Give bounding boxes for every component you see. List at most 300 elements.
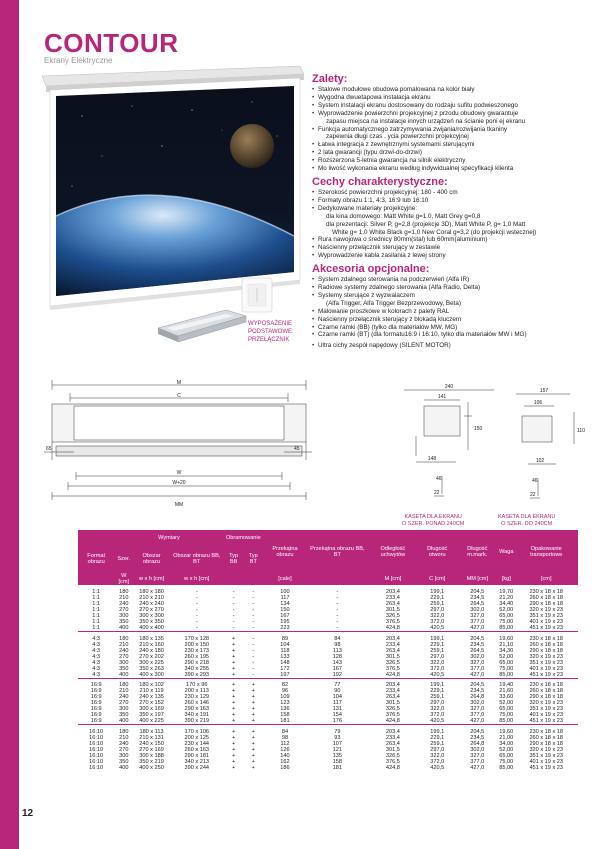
table-cell: 233,4 — [385, 641, 400, 648]
table-cell: 451 x 19 x 23 — [529, 764, 564, 771]
table-cell: 230 x 18 x 18 — [529, 635, 564, 642]
table-cell: 270 x 202 — [139, 653, 164, 660]
table-cell: 1:1 — [92, 601, 101, 607]
table-cell: 233,4 — [385, 734, 400, 741]
table-cell: 4:3 — [92, 641, 101, 648]
table-cell: 302,0 — [470, 700, 485, 706]
th-dlugosc-mmark: Długość m.mark. — [457, 530, 499, 573]
ceiling-bracket-image — [156, 306, 248, 346]
table-cell: 350 x 350 — [139, 619, 164, 625]
table-cell: 117 — [332, 700, 342, 706]
table-cell: 260 x 163 — [184, 746, 210, 753]
table-cell: + — [251, 728, 255, 735]
table-cell: 424,8 — [385, 671, 400, 678]
table-cell: + — [231, 728, 236, 735]
table-cell: 203,4 — [385, 728, 400, 735]
table-cell: 16:9 — [90, 682, 102, 688]
table-cell: + — [231, 752, 236, 759]
table-cell: 200 x 125 — [184, 734, 210, 741]
table-cell: - — [336, 601, 339, 607]
table-cell: 451 x 19 x 23 — [529, 625, 564, 631]
table-cell: 320 x 19 x 23 — [529, 607, 564, 613]
table-cell: 233,4 — [385, 595, 400, 601]
table-cell: + — [251, 706, 255, 712]
table-cell: + — [231, 665, 236, 672]
table-cell: 427,0 — [470, 764, 485, 771]
table-cell: 290 x 218 — [184, 659, 210, 666]
table-cell: - — [252, 653, 255, 660]
table-cell: - — [336, 625, 339, 631]
table-cell: 377,0 — [470, 619, 485, 625]
table-cell: 234,5 — [470, 688, 485, 694]
table-cell: 113 — [332, 647, 342, 654]
feature-item: • Malowanie proszkowe w kolorach z palety RAL — [312, 308, 592, 316]
th-unit: w x h [cm] — [133, 573, 170, 585]
table-cell: 264,8 — [470, 740, 485, 747]
table-cell: 376,5 — [385, 712, 400, 718]
table-cell: 98 — [281, 734, 289, 741]
table-cell: 320 x 19 x 23 — [529, 700, 564, 706]
table-cell: 16:10 — [89, 734, 104, 741]
table-cell: 89 — [281, 635, 289, 642]
table-cell: 427,0 — [470, 718, 485, 724]
dim-w: W — [176, 470, 182, 476]
table-cell: 400 x 225 — [139, 718, 164, 724]
table-cell: 203,4 — [385, 635, 400, 642]
table-cell: 240 — [119, 601, 129, 607]
table-cell: + — [251, 758, 255, 765]
dim-46b: 46 — [532, 478, 538, 484]
table-cell: 260 x 18 x 18 — [529, 734, 564, 741]
table-cell: 372,0 — [430, 712, 445, 718]
th-obszar-bb: Obszar obrazu BB, BT — [170, 545, 224, 573]
table-cell: 19,40 — [499, 682, 514, 688]
table-cell: + — [251, 688, 255, 694]
table-cell: 301,5 — [385, 746, 400, 753]
table-cell: - — [232, 589, 235, 595]
feature-item: • Wyprowadzenie powierzchni projekcyjnej z przodu obudowy gwarantuje — [312, 110, 592, 118]
table-cell: 230 x 18 x 18 — [529, 728, 564, 735]
table-cell: 377,0 — [470, 758, 485, 765]
table-cell: 180 — [119, 589, 129, 595]
table-cell: 21,20 — [499, 595, 514, 601]
table-cell: 199,1 — [430, 589, 445, 595]
table-cell: 259,1 — [430, 647, 445, 654]
table-cell: 16:10 — [89, 746, 104, 753]
side-accent-bar — [0, 0, 19, 849]
table-cell: 350 x 219 — [139, 758, 164, 765]
table-cell: + — [231, 635, 236, 642]
table-cell: + — [251, 734, 255, 741]
table-cell: 204,5 — [470, 589, 485, 595]
feature-item: • Funkcja automatycznego zatrzymywania zwijania/rozwijania tkaniny — [312, 126, 592, 134]
feature-column — [312, 73, 592, 350]
table-row — [78, 765, 578, 771]
table-cell: 351 x 19 x 23 — [529, 752, 564, 759]
table-cell: - — [252, 665, 255, 672]
table-cell: 301,5 — [385, 653, 400, 660]
table-cell: + — [231, 682, 236, 688]
feature-item: • Radiowe systemy zdalnego sterowania (Alfa Radio, Delta) — [312, 284, 592, 292]
table-cell: 320 x 19 x 23 — [529, 653, 564, 660]
table-cell: 16:9 — [90, 706, 102, 712]
table-cell: - — [232, 619, 235, 625]
table-cell: 65,00 — [499, 752, 514, 759]
table-cell: 326,5 — [385, 752, 400, 759]
feature-item: • Czarne ramki (BB) (tylko dla materiałów MW, MG) — [312, 324, 592, 332]
table-cell: 4:3 — [92, 647, 101, 654]
table-cell: 104 — [332, 694, 343, 700]
table-cell: 263,4 — [385, 647, 400, 654]
table-cell: 170 x 128 — [184, 635, 210, 642]
th-unit: MM [cm] — [457, 573, 499, 585]
th-typ-bt: Typ BT — [244, 545, 264, 573]
table-cell: + — [231, 671, 236, 678]
table-cell: 270 — [119, 746, 129, 753]
table-cell: 400 x 300 — [139, 671, 164, 678]
th-dlugosc-otworu: Długość otworu — [418, 530, 457, 573]
table-cell: 200 x 113 — [184, 688, 209, 694]
table-cell: 52,00 — [499, 746, 514, 753]
table-cell: 240 x 150 — [139, 740, 164, 747]
table-cell: 340 x 213 — [184, 758, 210, 765]
table-cell: 400 — [119, 718, 129, 724]
table-cell: 270 — [119, 700, 129, 706]
table-cell: 322,0 — [430, 659, 445, 666]
table-cell: 320 x 19 x 23 — [529, 746, 564, 753]
table-row — [78, 585, 578, 595]
table-cell: 34,40 — [499, 601, 514, 607]
table-cell: 340 x 255 — [184, 665, 210, 672]
table-cell: 16:10 — [89, 758, 104, 765]
table-cell: 240 x 240 — [139, 601, 164, 607]
table-cell: - — [232, 607, 235, 613]
table-cell: 84 — [334, 635, 341, 642]
table-cell: 372,0 — [430, 619, 445, 625]
table-cell: 376,5 — [385, 758, 400, 765]
table-cell: 16:9 — [90, 694, 102, 700]
table-cell: + — [251, 746, 255, 753]
table-cell: 199,1 — [430, 682, 445, 688]
table-cell: 197 — [280, 671, 290, 678]
table-cell: 172 — [280, 665, 290, 672]
table-cell: 128 — [332, 653, 343, 660]
table-cell: + — [251, 764, 255, 771]
table-cell: 263,4 — [385, 740, 400, 747]
table-cell: 229,1 — [430, 595, 445, 601]
table-cell: + — [251, 718, 255, 724]
table-cell: 420,5 — [430, 718, 445, 724]
table-cell: 401 x 19 x 23 — [529, 712, 564, 718]
table-cell: 90 — [334, 688, 341, 694]
table-cell: 240 — [119, 647, 129, 654]
table-cell: 16:9 — [90, 700, 102, 706]
table-cell: 377,0 — [470, 712, 485, 718]
dim-w20: W+20 — [172, 480, 186, 486]
table-cell: 351 x 19 x 23 — [529, 659, 564, 666]
table-cell: 126 — [280, 746, 290, 753]
table-cell: 104 — [280, 641, 290, 648]
table-cell: - — [195, 613, 198, 619]
table-cell: 204,5 — [470, 682, 485, 688]
table-cell: 290 x 181 — [184, 752, 210, 759]
table-cell: 210 x 119 — [139, 688, 164, 694]
feature-item: • System instalacji ekranu dostosowany do rodzaju sufitu podwieszonego — [312, 102, 592, 110]
th-unit: [cm] — [514, 573, 578, 585]
table-cell: 65,00 — [499, 706, 514, 712]
table-cell: 427,0 — [470, 625, 485, 631]
table-cell: 340 x 191 — [184, 712, 210, 718]
table-cell: 240 — [119, 694, 129, 700]
table-cell: 199,1 — [430, 635, 445, 642]
table-cell: 167 — [332, 665, 343, 672]
th-waga: Waga — [498, 530, 514, 573]
th-unit: M [cm] — [368, 573, 418, 585]
th-unit — [307, 573, 368, 585]
table-cell: - — [232, 625, 235, 631]
table-cell: - — [195, 595, 198, 601]
table-cell: 350 — [119, 712, 129, 718]
table-cell: 75,00 — [499, 712, 514, 718]
table-cell: 322,0 — [430, 613, 445, 619]
table-cell: + — [231, 647, 236, 654]
table-cell: 4:3 — [92, 671, 101, 678]
table-cell: 400 x 250 — [139, 764, 164, 771]
th-opakowanie: Opakowanie transportowe — [514, 530, 578, 573]
table-cell: - — [232, 595, 235, 601]
table-cell: 1:1 — [92, 613, 101, 619]
dim-157: 157 — [539, 388, 549, 394]
table-cell: 4:3 — [92, 653, 101, 660]
table-cell: 170 x 106 — [184, 728, 210, 735]
table-cell: 300 — [119, 659, 129, 666]
table-cell: 300 x 169 — [139, 706, 164, 712]
table-cell: 290 x 18 x 18 — [529, 694, 564, 700]
table-cell: 93 — [334, 734, 341, 741]
dim-mm: MM — [174, 502, 184, 508]
table-cell: 118 — [280, 647, 290, 654]
cassette-label-large: KASETA DLA EKRANU O SZER. PONAD 240CM — [402, 514, 465, 527]
spec-table — [78, 530, 578, 771]
table-cell: 326,5 — [385, 659, 400, 666]
table-cell: - — [252, 647, 255, 654]
table-cell: + — [231, 653, 236, 660]
table-cell: 148 — [280, 659, 290, 666]
table-cell: 210 x 160 — [139, 641, 164, 648]
table-cell: 180 x 180 — [139, 589, 164, 595]
table-cell: + — [231, 718, 236, 724]
table-cell: 85,00 — [499, 764, 514, 771]
table-cell: 96 — [281, 688, 289, 694]
dim-22b: 22 — [530, 492, 536, 498]
table-cell: 162 — [280, 758, 290, 765]
table-cell: 140 — [280, 752, 290, 759]
section-heading: Zalety: — [312, 73, 348, 85]
feature-item: • 2 lata gwarancji (typu drzwi-do-drzwi) — [312, 149, 592, 157]
table-cell: 210 x 210 — [139, 595, 164, 601]
table-cell: 100 — [280, 589, 290, 595]
table-cell: 210 — [119, 734, 129, 741]
table-cell: + — [231, 740, 236, 747]
table-cell: 424,8 — [385, 625, 400, 631]
table-cell: 16:9 — [90, 712, 102, 718]
table-cell: 290 x 163 — [184, 706, 210, 712]
section-heading: Akcesoria opcjonalne: — [312, 263, 430, 276]
table-cell: 260 x 146 — [184, 700, 210, 706]
table-cell: 52,00 — [499, 653, 514, 660]
table-cell: 1:1 — [92, 595, 101, 601]
table-cell: + — [231, 764, 236, 771]
table-cell: 75,00 — [499, 619, 514, 625]
table-cell: 390 x 293 — [184, 671, 210, 678]
table-cell: 203,4 — [385, 589, 400, 595]
table-cell: 210 — [119, 595, 129, 601]
table-cell: 16:10 — [89, 740, 104, 747]
dim-106: 106 — [533, 400, 543, 406]
table-cell: 154 — [332, 712, 343, 718]
table-cell: - — [252, 635, 255, 642]
table-cell: 230 x 18 x 18 — [529, 589, 564, 595]
feature-item: • Naścienny przełącznik sterujący z blokadą kluczem — [312, 316, 592, 324]
table-cell: 204,5 — [470, 728, 485, 735]
th-unit — [224, 573, 244, 585]
table-cell: 420,5 — [430, 625, 445, 631]
table-cell: 75,00 — [499, 758, 514, 765]
table-cell: 427,0 — [470, 671, 485, 678]
table-cell: 400 — [119, 625, 129, 631]
table-cell: 4:3 — [92, 659, 101, 666]
table-cell: 290 x 18 x 18 — [529, 740, 564, 747]
table-cell: 4:3 — [92, 635, 101, 642]
table-cell: - — [252, 607, 255, 613]
table-cell: 300 x 300 — [139, 613, 164, 619]
table-cell: + — [251, 712, 255, 718]
table-cell: - — [336, 607, 339, 613]
table-cell: - — [195, 625, 198, 631]
product-title: CONTOUR — [44, 28, 179, 58]
table-cell: - — [252, 659, 255, 666]
feature-item: • Ultra cichy zespół napędowy (SILENT MOTOR) — [312, 342, 592, 350]
table-cell: 326,5 — [385, 706, 400, 712]
table-cell: 21,00 — [499, 734, 514, 741]
dim-141: 141 — [437, 394, 447, 400]
table-cell: 234,5 — [470, 641, 485, 648]
table-cell: - — [336, 619, 339, 625]
table-cell: 390 x 219 — [184, 718, 210, 724]
table-cell: 19,70 — [499, 589, 514, 595]
table-cell: 302,0 — [470, 607, 485, 613]
table-cell: 451 x 19 x 23 — [529, 671, 564, 678]
table-cell: 16:9 — [90, 718, 102, 724]
table-cell: 424,8 — [385, 764, 400, 771]
table-cell: 420,5 — [430, 764, 445, 771]
table-cell: 350 x 263 — [139, 665, 164, 672]
table-cell: 300 — [119, 613, 129, 619]
table-cell: 186 — [280, 764, 290, 771]
table-cell: - — [195, 607, 198, 613]
table-cell: 327,0 — [470, 752, 485, 759]
table-cell: 195 — [280, 619, 290, 625]
feature-item: • Mo liwość wykonania ekranu według indywidualnej specyfikacji klienta — [312, 165, 592, 173]
feature-item: zapasu miejsca na instalacje innych urządzeń na ścianie poni ej ekranu — [326, 117, 526, 125]
table-cell: 230 x 144 — [184, 740, 210, 747]
table-cell: 33,60 — [499, 694, 514, 700]
table-cell: - — [252, 589, 255, 595]
feature-item: dla prezentacji: Silver P, g=2,8 (projekcje 3D), Matt White P, g= 1,0 Matt — [326, 220, 526, 228]
table-cell: + — [231, 758, 236, 765]
table-cell: 150 — [280, 607, 290, 613]
table-cell: 424,8 — [385, 718, 400, 724]
table-cell: 180 x 102 — [139, 682, 164, 688]
section-heading: Cechy charakterystyczne: — [312, 175, 448, 188]
table-cell: 260 x 18 x 18 — [529, 688, 564, 694]
table-cell: 401 x 19 x 23 — [529, 758, 564, 765]
feature-item: zapewnia długi czas . ycia powierzchni projekcyjnej — [326, 133, 469, 141]
table-cell: 263,4 — [385, 601, 400, 607]
th-unit — [244, 573, 264, 585]
table-cell: 240 x 180 — [139, 647, 164, 654]
table-cell: 300 x 188 — [139, 752, 164, 759]
table-cell: 131 — [332, 706, 343, 712]
table-cell: 180 — [119, 728, 129, 735]
table-cell: 234,5 — [470, 734, 485, 741]
table-cell: 85,00 — [499, 625, 514, 631]
dim-m: M — [176, 380, 182, 386]
table-cell: + — [231, 706, 236, 712]
product-subtitle: Ekrany Elektryczne — [44, 56, 113, 65]
th-szer: Szer. — [114, 545, 133, 573]
table-cell: 351 x 19 x 23 — [529, 706, 564, 712]
table-cell: 264,8 — [470, 694, 485, 700]
table-cell: 204,5 — [470, 635, 485, 642]
table-cell: 180 x 135 — [139, 635, 164, 642]
table-cell: 107 — [332, 740, 343, 747]
table-cell: - — [336, 589, 339, 595]
th-wymiary: Wymiary — [114, 530, 223, 545]
table-cell: 263,4 — [385, 694, 400, 700]
table-cell: + — [231, 694, 236, 700]
table-cell: 270 — [119, 607, 129, 613]
table-cell: 34,00 — [499, 740, 514, 747]
table-cell: 264,5 — [470, 647, 485, 654]
table-cell: 109 — [280, 694, 290, 700]
table-cell: 300 — [119, 706, 129, 712]
table-cell: 259,1 — [430, 601, 445, 607]
dim-65: 65 — [46, 446, 52, 452]
th-unit: W [cm] — [114, 573, 133, 585]
table-cell: + — [231, 734, 236, 741]
table-cell: 300 x 225 — [139, 659, 164, 666]
table-cell: 203,4 — [385, 682, 400, 688]
table-cell: + — [251, 694, 255, 700]
feature-item: • Rura nawojowa o średnicy 80mm(stal) lub 60mm(aluminium) — [312, 236, 592, 244]
table-cell: 75,00 — [499, 665, 514, 672]
dim-22a: 22 — [434, 490, 440, 496]
table-cell: 350 — [119, 758, 129, 765]
table-cell: - — [252, 671, 255, 678]
table-cell: 372,0 — [430, 665, 445, 672]
table-cell: - — [232, 601, 235, 607]
table-cell: 21,60 — [499, 688, 514, 694]
dim-148: 148 — [427, 456, 437, 462]
table-cell: 233,4 — [385, 688, 400, 694]
table-cell: + — [231, 659, 236, 666]
table-cell: 451 x 19 x 23 — [529, 718, 564, 724]
table-cell: - — [195, 601, 198, 607]
table-cell: 351 x 19 x 23 — [529, 613, 564, 619]
table-cell: 401 x 19 x 23 — [529, 619, 564, 625]
table-cell: + — [231, 712, 236, 718]
